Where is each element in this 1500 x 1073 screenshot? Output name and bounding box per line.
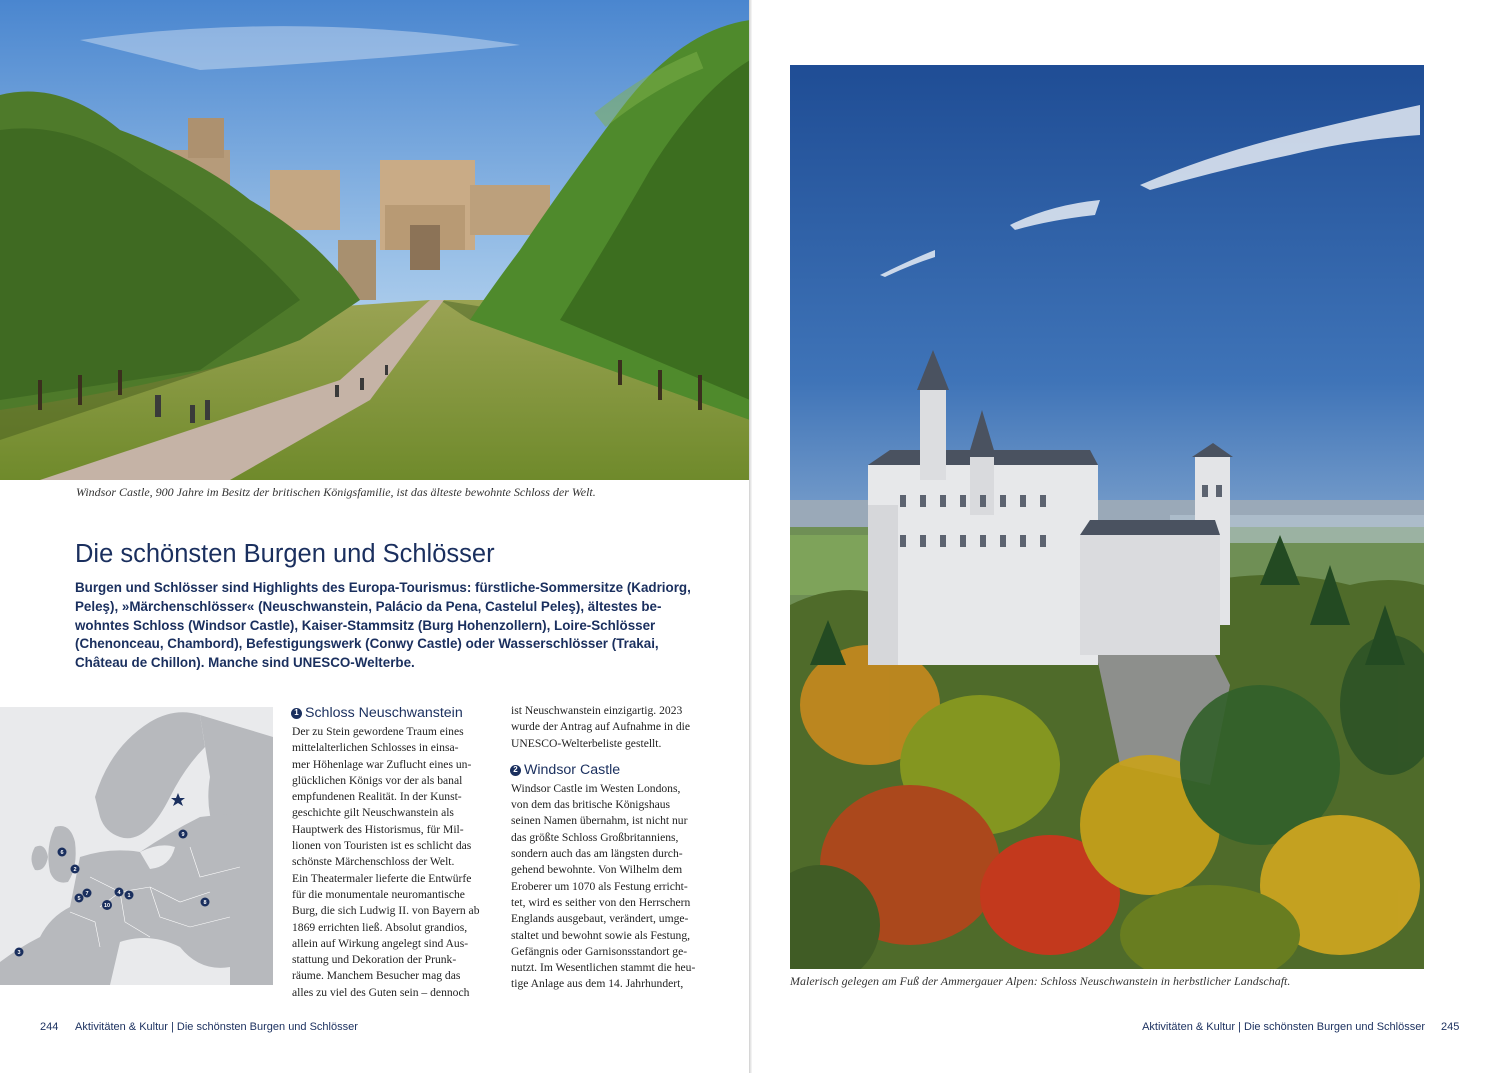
article-title: Die schönsten Burgen und Schlösser [75, 540, 495, 568]
pin-label: 4 [117, 890, 121, 896]
lead-line: Burgen und Schlösser sind Highlights des Europa-Tourismus: fürstliche-Sommersitze (Kadriorg, [75, 580, 691, 595]
body-line: tige Anlage aus dem 14. Jahrhundert, [511, 977, 684, 991]
lead-line: Peleş), »Märchenschlösser« (Neuschwanstein, Palácio da Pena, Castelul Peleş), ältestes be- [75, 598, 662, 614]
section-heading-windsor [510, 761, 711, 780]
body-line: gehend bewohnte. Von Wilhelm dem [511, 863, 683, 877]
pin-label: 6 [60, 850, 64, 856]
body-line: Gefängnis oder Garnisonsstandort ge- [511, 944, 688, 958]
map-pin[interactable] [83, 889, 92, 898]
body-line: schönste Märchenschloss der Welt. [292, 855, 455, 869]
body-line: UNESCO-Welterbeliste gestellt. [511, 736, 662, 750]
section-number-badge: 1 [291, 708, 302, 719]
body-line: geschichte gilt Neuschwanstein als [292, 806, 454, 820]
windsor-castle-photo [0, 0, 750, 480]
pin-label: 3 [17, 950, 21, 956]
neuschwanstein-photo-caption: Malerisch gelegen am Fuß der Ammergauer Alpen: Schloss Neuschwanstein in herbstlicher Landschaft. [790, 974, 1291, 988]
section-heading-text: Windsor Castle [524, 762, 621, 779]
body-line: wurde der Antrag auf Aufnahme in die [511, 720, 691, 734]
body-line: von dem das britische Königshaus [511, 798, 671, 812]
page-number-left: 244 [40, 1021, 59, 1033]
body-line: stattung und Dekoration der Prunk- [292, 953, 457, 967]
lead-paragraph [75, 579, 705, 673]
lead-line: (Chenonceau, Chambord), Befestigungswerk (Conwy Castle) oder Wasserschlösser (Trakai, [75, 636, 659, 652]
body-line: Burg, die sich Ludwig II. von Bayern ab [292, 904, 480, 918]
map-pin[interactable] [75, 894, 84, 903]
lead-line: Château de Chillon). Manche sind UNESCO-Welterbe. [75, 655, 415, 671]
text-column-2 [511, 703, 711, 993]
body-line: alles zu viel des Guten sein – dennoch [292, 985, 470, 999]
pin-label: 9 [181, 832, 185, 838]
body-line: Der zu Stein gewordene Traum eines [292, 725, 464, 738]
body-line: für die monumentale neuromantische [292, 887, 465, 901]
section-heading-text: Schloss Neuschwanstein [305, 705, 463, 722]
body-line: ist Neuschwanstein einzigartig. 2023 [511, 704, 683, 717]
map-pin[interactable] [102, 900, 112, 910]
running-footer-right: Aktivitäten & Kultur | Die schönsten Burgen und Schlösser [1142, 1021, 1425, 1033]
map-pin[interactable] [115, 888, 124, 897]
pin-label: 10 [103, 903, 111, 909]
page-number-right: 245 [1441, 1021, 1460, 1033]
body-line: räume. Manchem Besucher mag das [292, 969, 461, 983]
body-line: glücklichen Königs vor der als banal [292, 773, 463, 787]
body-line: nutzt. Im Wesentlichen stammt die heu- [511, 961, 696, 975]
lead-line: wohntes Schloss (Windsor Castle), Kaiser-Stammsitz (Burg Hohenzollern), Loire-Schlösser [75, 617, 656, 633]
map-pin[interactable] [71, 865, 80, 874]
pin-label: 2 [73, 867, 77, 873]
body-line: mer Höhenlage war Zuflucht eines un- [292, 757, 472, 771]
windsor-photo-caption: Windsor Castle, 900 Jahre im Besitz der britischen Königsfamilie, ist das älteste bewohnte Schloss der Welt. [76, 485, 596, 499]
map-pin[interactable] [179, 830, 188, 839]
body-line: Windsor Castle im Westen Londons, [511, 781, 681, 795]
europe-locator-map [0, 707, 273, 985]
body-line: Hauptwerk des Historismus, für Mil- [292, 822, 464, 836]
body-line: seinen Namen übernahm, ist nicht nur [511, 814, 688, 828]
running-footer-left: Aktivitäten & Kultur | Die schönsten Burgen und Schlösser [75, 1021, 358, 1033]
map-pin[interactable] [15, 948, 24, 957]
body-line: allein auf Wirkung angelegt sind Aus- [292, 936, 469, 950]
body-line: das größte Schloss Großbritanniens, [511, 830, 679, 844]
pin-label: 5 [77, 896, 81, 902]
body-line: 1869 errichten ließ. Absolut grandios, [292, 920, 468, 934]
pin-label: 8 [203, 900, 207, 906]
body-line: sondern auch das am längsten durch- [511, 847, 683, 861]
map-pin[interactable] [58, 848, 67, 857]
body-line: empfundenen Realität. In der Kunst- [292, 790, 462, 804]
pin-label: 7 [85, 891, 89, 897]
section-number-badge: 2 [510, 765, 521, 776]
body-line: lionen von Touristen ist es schlicht das [292, 839, 472, 853]
right-page [752, 0, 1500, 1073]
map-pin[interactable] [201, 898, 210, 907]
section-heading-neuschwanstein [291, 704, 492, 723]
map-pin[interactable] [125, 891, 134, 900]
body-line: Eroberer um 1070 als Festung erricht- [511, 879, 688, 893]
text-column-1 [292, 703, 492, 1001]
body-line: tet, wird es seither von den Herrschern [511, 895, 691, 909]
body-line: Englands ausgebaut, verändert, umge- [511, 912, 689, 926]
neuschwanstein-photo [790, 65, 1424, 969]
body-line: mittelalterlichen Schlosses in einsa- [292, 741, 459, 755]
body-line: staltet und bewohnt sowie als Festung, [511, 928, 691, 942]
pin-label: 1 [127, 893, 131, 899]
body-line: Ein Theatermaler lieferte die Entwürfe [292, 871, 472, 885]
